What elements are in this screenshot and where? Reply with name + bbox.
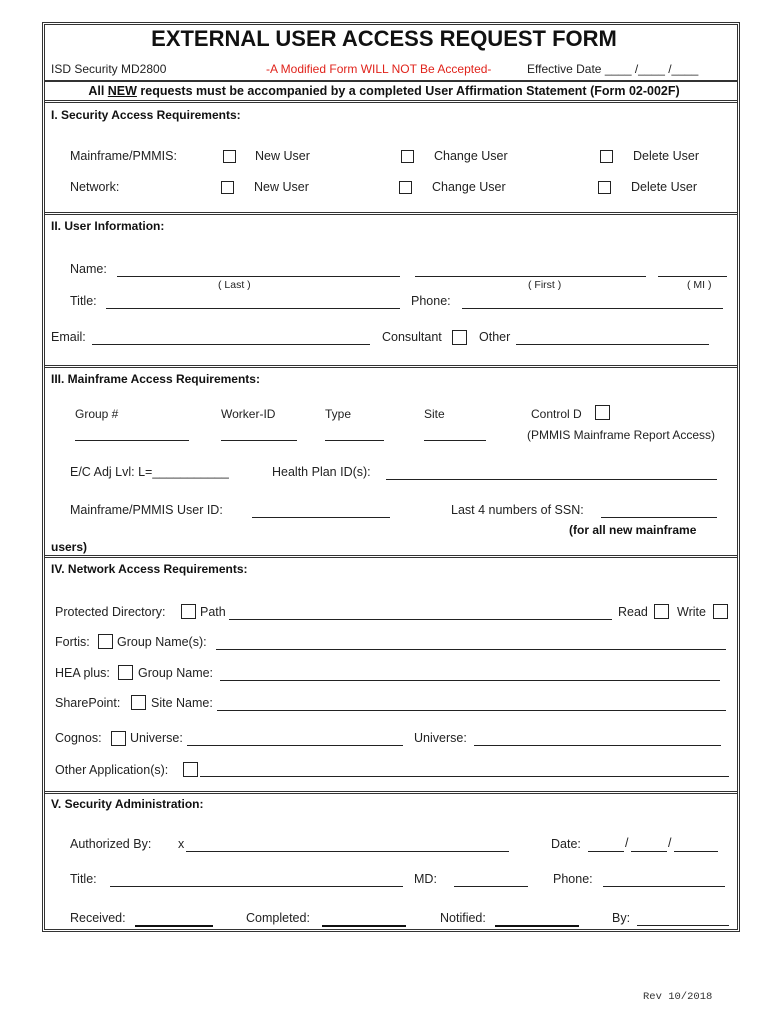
md-label: MD: [414, 872, 437, 886]
network-new-user-checkbox[interactable] [221, 181, 234, 194]
date-slash: / [625, 836, 629, 850]
protected-directory-checkbox[interactable] [181, 604, 196, 619]
admin-phone-field[interactable] [603, 886, 725, 887]
last-caption: ( Last ) [218, 279, 251, 291]
user-id-label: Mainframe/PMMIS User ID: [70, 503, 223, 517]
title-label: Title: [70, 294, 97, 308]
health-plan-field[interactable] [386, 479, 717, 480]
first-caption: ( First ) [528, 279, 562, 291]
completed-label: Completed: [246, 911, 310, 925]
date-label: Date: [551, 837, 581, 851]
site-name-field[interactable] [217, 710, 726, 711]
mainframe-label: Mainframe/PMMIS: [70, 149, 177, 163]
divider [44, 555, 738, 558]
effective-date: Effective Date ____ /____ /____ [527, 62, 699, 76]
cognos-checkbox[interactable] [111, 731, 126, 746]
health-plan-label: Health Plan ID(s): [272, 465, 371, 479]
hea-group-label: Group Name: [138, 666, 214, 680]
mi-field[interactable] [658, 276, 727, 277]
other-label: Other [479, 330, 511, 344]
universe-field-2[interactable] [474, 745, 721, 746]
email-label: Email: [51, 330, 86, 344]
consultant-checkbox[interactable] [452, 330, 467, 345]
mainframe-new-user-label: New User [255, 149, 310, 163]
hea-plus-label: HEA plus: [55, 666, 110, 680]
notice-post: requests must be accompanied by a completed User Affirmation Statement (Form 02-002F) [136, 84, 680, 98]
network-change-user-label: Change User [432, 180, 506, 194]
network-new-user-label: New User [254, 180, 309, 194]
control-d-label: Control D [531, 407, 582, 421]
ssn-note: (for all new mainframe [569, 523, 697, 537]
date-field-year[interactable] [674, 851, 718, 852]
section1-title: I. Security Access Requirements: [51, 108, 241, 122]
sharepoint-checkbox[interactable] [131, 695, 146, 710]
network-change-user-checkbox[interactable] [399, 181, 412, 194]
fortis-label: Fortis: [55, 635, 90, 649]
group-number-field[interactable] [75, 440, 189, 441]
fortis-group-label: Group Name(s): [117, 635, 207, 649]
notice-emph: NEW [107, 84, 137, 98]
mainframe-new-user-checkbox[interactable] [223, 150, 236, 163]
date-field-day[interactable] [631, 851, 667, 852]
user-id-field[interactable] [252, 517, 390, 518]
first-name-field[interactable] [415, 276, 646, 277]
admin-phone-label: Phone: [553, 872, 593, 886]
notified-field[interactable] [495, 925, 579, 927]
worker-id-field[interactable] [221, 440, 297, 441]
universe-label-1: Universe: [130, 731, 183, 745]
authorized-by-label: Authorized By: [70, 837, 152, 851]
section2-title: II. User Information: [51, 219, 165, 233]
read-checkbox[interactable] [654, 604, 669, 619]
worker-id-label: Worker-ID [221, 407, 276, 421]
last-name-field[interactable] [117, 276, 400, 277]
completed-field[interactable] [322, 925, 406, 927]
divider [44, 365, 738, 368]
users-note: users) [51, 540, 88, 554]
received-label: Received: [70, 911, 126, 925]
other-apps-field[interactable] [200, 776, 729, 777]
read-label: Read [618, 605, 648, 619]
fortis-checkbox[interactable] [98, 634, 113, 649]
signature-x: x [178, 837, 185, 851]
universe-field-1[interactable] [187, 745, 403, 746]
admin-title-label: Title: [70, 872, 97, 886]
mainframe-change-user-label: Change User [434, 149, 508, 163]
date-field-month[interactable] [588, 851, 624, 852]
site-field[interactable] [424, 440, 486, 441]
path-label: Path [200, 605, 226, 619]
write-checkbox[interactable] [713, 604, 728, 619]
control-d-checkbox[interactable] [595, 405, 610, 420]
mainframe-delete-user-checkbox[interactable] [600, 150, 613, 163]
mainframe-delete-user-label: Delete User [633, 149, 699, 163]
cognos-label: Cognos: [55, 731, 102, 745]
other-field[interactable] [516, 344, 709, 345]
network-delete-user-label: Delete User [631, 180, 697, 194]
received-field[interactable] [135, 925, 213, 927]
other-apps-label: Other Application(s): [55, 763, 169, 777]
form-id: ISD Security MD2800 [51, 62, 167, 76]
section4-title: IV. Network Access Requirements: [51, 562, 248, 576]
mi-caption: ( MI ) [687, 279, 712, 291]
group-number-label: Group # [75, 407, 119, 421]
site-label: Site [424, 407, 445, 421]
form-title: EXTERNAL USER ACCESS REQUEST FORM [151, 26, 617, 51]
by-field[interactable] [637, 925, 729, 926]
write-label: Write [677, 605, 706, 619]
consultant-label: Consultant [382, 330, 442, 344]
network-delete-user-checkbox[interactable] [598, 181, 611, 194]
ssn-field[interactable] [601, 517, 717, 518]
modification-warning: -A Modified Form WILL NOT Be Accepted- [266, 62, 492, 76]
divider [44, 212, 738, 215]
site-name-label: Site Name: [151, 696, 213, 710]
type-label: Type [325, 407, 352, 421]
mainframe-change-user-checkbox[interactable] [401, 150, 414, 163]
email-field[interactable] [92, 344, 370, 345]
revision-label: Rev 10/2018 [643, 991, 713, 1003]
ec-adj-label: E/C Adj Lvl: L=___________ [70, 465, 229, 479]
type-field[interactable] [325, 440, 384, 441]
authorized-by-field[interactable] [186, 851, 509, 852]
md-field[interactable] [454, 886, 528, 887]
new-request-notice [0, 84, 768, 98]
notified-label: Notified: [440, 911, 486, 925]
divider [44, 100, 738, 103]
phone-label: Phone: [411, 294, 451, 308]
name-label: Name: [70, 262, 107, 276]
divider [44, 80, 738, 82]
other-apps-checkbox[interactable] [183, 762, 198, 777]
admin-title-field[interactable] [110, 886, 403, 887]
ssn-label: Last 4 numbers of SSN: [451, 503, 584, 517]
section3-title: III. Mainframe Access Requirements: [51, 372, 260, 386]
divider [44, 791, 738, 794]
phone-field[interactable] [462, 308, 723, 309]
fortis-group-field[interactable] [216, 649, 726, 650]
hea-group-field[interactable] [220, 680, 720, 681]
protected-directory-label: Protected Directory: [55, 605, 166, 619]
section5-title: V. Security Administration: [51, 797, 204, 811]
hea-plus-checkbox[interactable] [118, 665, 133, 680]
path-field[interactable] [229, 619, 612, 620]
title-field[interactable] [106, 308, 400, 309]
notice-pre: All [88, 84, 108, 98]
date-slash: / [668, 836, 672, 850]
by-label: By: [612, 911, 631, 925]
network-label: Network: [70, 180, 120, 194]
pmmis-report-note: (PMMIS Mainframe Report Access) [527, 428, 716, 442]
sharepoint-label: SharePoint: [55, 696, 121, 710]
universe-label-2: Universe: [414, 731, 467, 745]
